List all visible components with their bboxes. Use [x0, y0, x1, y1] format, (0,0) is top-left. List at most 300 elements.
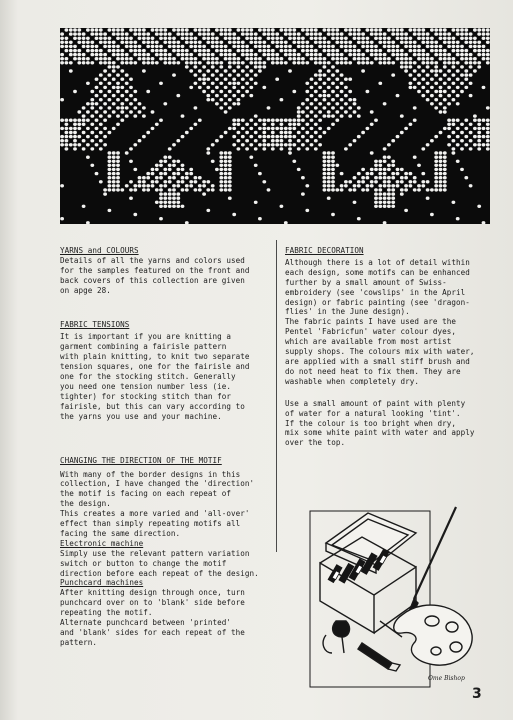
knit-stitch	[297, 41, 301, 44]
knit-stitch	[271, 147, 275, 150]
knit-stitch	[310, 127, 314, 130]
knit-stitch	[206, 53, 210, 56]
knit-stitch	[262, 119, 266, 122]
knit-stitch	[65, 61, 69, 64]
knit-stitch	[108, 156, 112, 159]
knit-stitch	[426, 90, 430, 93]
knit-stitch	[280, 123, 284, 126]
knit-stitch	[400, 53, 404, 56]
knit-stitch	[108, 180, 112, 183]
knit-stitch	[129, 197, 133, 200]
knit-stitch	[486, 106, 490, 109]
text-line: pattern.	[60, 637, 97, 647]
knit-stitch	[391, 205, 395, 208]
knit-stitch	[73, 123, 77, 126]
knit-stitch	[82, 57, 86, 60]
knit-stitch	[404, 188, 408, 191]
knit-stitch	[215, 49, 219, 52]
knit-stitch	[456, 69, 460, 72]
knit-stitch	[383, 197, 387, 200]
knit-stitch	[224, 94, 228, 97]
knit-stitch	[202, 65, 206, 68]
knit-stitch	[331, 172, 335, 175]
knit-stitch	[344, 41, 348, 44]
knit-stitch	[391, 184, 395, 187]
knit-stitch	[353, 28, 357, 31]
knit-stitch	[366, 49, 370, 52]
knit-stitch	[456, 49, 460, 52]
knit-stitch	[344, 45, 348, 48]
knit-stitch	[249, 86, 253, 89]
knit-stitch	[443, 160, 447, 163]
knit-stitch	[228, 197, 232, 200]
knit-stitch	[249, 127, 253, 130]
knit-stitch	[108, 164, 112, 167]
knit-stitch	[245, 147, 249, 150]
knit-stitch	[103, 61, 107, 64]
knit-stitch	[254, 164, 258, 167]
knit-stitch	[189, 37, 193, 40]
knit-stitch	[310, 94, 314, 97]
knit-stitch	[258, 65, 262, 68]
knit-stitch	[340, 106, 344, 109]
knit-stitch	[151, 180, 155, 183]
knit-stitch	[116, 151, 120, 154]
knit-stitch	[323, 160, 327, 163]
knit-stitch	[95, 102, 99, 105]
knit-stitch	[323, 176, 327, 179]
knit-stitch	[228, 98, 232, 101]
knit-stitch	[103, 45, 107, 48]
knit-stitch	[353, 201, 357, 204]
knit-stitch	[112, 78, 116, 81]
knit-stitch	[112, 49, 116, 52]
knit-stitch	[82, 119, 86, 122]
knit-stitch	[176, 32, 180, 35]
knit-stitch	[370, 53, 374, 56]
knit-stitch	[249, 28, 253, 31]
knit-stitch	[86, 49, 90, 52]
knit-stitch	[194, 49, 198, 52]
knit-stitch	[245, 53, 249, 56]
knit-stitch	[232, 94, 236, 97]
knit-stitch	[271, 61, 275, 64]
knit-stitch	[335, 57, 339, 60]
right-column	[285, 246, 500, 448]
knit-stitch	[409, 73, 413, 76]
knit-stitch	[366, 41, 370, 44]
knit-stitch	[374, 205, 378, 208]
knit-stitch	[176, 184, 180, 187]
knit-stitch	[305, 49, 309, 52]
knit-stitch	[228, 106, 232, 109]
knit-stitch	[168, 57, 172, 60]
knit-stitch	[211, 160, 215, 163]
knit-stitch	[198, 176, 202, 179]
knit-stitch	[387, 188, 391, 191]
knit-stitch	[108, 37, 112, 40]
knit-stitch	[469, 65, 473, 68]
knit-stitch	[473, 114, 477, 117]
knit-stitch	[417, 65, 421, 68]
knit-stitch	[305, 53, 309, 56]
knit-stitch	[262, 61, 266, 64]
knit-stitch	[413, 106, 417, 109]
text-line: After knitting design through once, turn	[60, 588, 245, 598]
knit-stitch	[198, 86, 202, 89]
knit-stitch	[370, 172, 374, 175]
knit-stitch	[361, 57, 365, 60]
knit-stitch	[464, 143, 468, 146]
knit-stitch	[185, 176, 189, 179]
knit-stitch	[129, 180, 133, 183]
knit-stitch	[434, 135, 438, 138]
knit-stitch	[86, 57, 90, 60]
knit-stitch	[267, 28, 271, 31]
knit-stitch	[348, 90, 352, 93]
knit-stitch	[374, 45, 378, 48]
knit-stitch	[473, 41, 477, 44]
knit-stitch	[486, 123, 490, 126]
knit-stitch	[206, 32, 210, 35]
knit-stitch	[159, 49, 163, 52]
knit-stitch	[396, 45, 400, 48]
knit-stitch	[439, 151, 443, 154]
knit-stitch	[181, 168, 185, 171]
knit-stitch	[331, 57, 335, 60]
knit-stitch	[439, 57, 443, 60]
knit-stitch	[404, 69, 408, 72]
knit-stitch	[477, 32, 481, 35]
knit-stitch	[327, 102, 331, 105]
knit-stitch	[245, 123, 249, 126]
knit-stitch	[421, 57, 425, 60]
knit-stitch	[189, 127, 193, 130]
knit-stitch	[396, 135, 400, 138]
knit-stitch	[323, 168, 327, 171]
knit-stitch	[185, 57, 189, 60]
knit-stitch	[172, 73, 176, 76]
knit-stitch	[108, 41, 112, 44]
knit-stitch	[73, 28, 77, 31]
knit-stitch	[318, 69, 322, 72]
knit-stitch	[387, 61, 391, 64]
knit-stitch	[219, 135, 223, 138]
knit-stitch	[99, 131, 103, 134]
knit-stitch	[464, 53, 468, 56]
knit-stitch	[477, 41, 481, 44]
knit-stitch	[228, 188, 232, 191]
knit-stitch	[69, 135, 73, 138]
knit-stitch	[473, 61, 477, 64]
knit-stitch	[258, 45, 262, 48]
knit-stitch	[103, 86, 107, 89]
knit-stitch	[323, 61, 327, 64]
knit-stitch	[228, 160, 232, 163]
knit-stitch	[305, 82, 309, 85]
knit-stitch	[366, 61, 370, 64]
knit-stitch	[443, 110, 447, 113]
knit-stitch	[426, 197, 430, 200]
knit-stitch	[280, 143, 284, 146]
knit-stitch	[400, 61, 404, 64]
knit-stitch	[443, 61, 447, 64]
knit-stitch	[434, 188, 438, 191]
knit-stitch	[301, 41, 305, 44]
knit-stitch	[383, 32, 387, 35]
knit-stitch	[318, 37, 322, 40]
knit-stitch	[232, 53, 236, 56]
knit-stitch	[99, 114, 103, 117]
knit-stitch	[391, 188, 395, 191]
knit-stitch	[383, 180, 387, 183]
knit-stitch	[267, 143, 271, 146]
knit-stitch	[391, 73, 395, 76]
knit-stitch	[366, 28, 370, 31]
knit-stitch	[206, 209, 210, 212]
knit-stitch	[133, 98, 137, 101]
knit-stitch	[125, 114, 129, 117]
knit-stitch	[391, 53, 395, 56]
knit-stitch	[206, 69, 210, 72]
knit-stitch	[383, 57, 387, 60]
knitted-fabric-photo	[60, 28, 490, 224]
knit-stitch	[65, 49, 69, 52]
knit-stitch	[335, 119, 339, 122]
knit-stitch	[340, 32, 344, 35]
knit-stitch	[228, 90, 232, 93]
knit-stitch	[181, 45, 185, 48]
knit-stitch	[434, 90, 438, 93]
knit-stitch	[469, 147, 473, 150]
knit-stitch	[237, 61, 241, 64]
knit-stitch	[344, 147, 348, 150]
knit-stitch	[116, 37, 120, 40]
knit-stitch	[103, 78, 107, 81]
knit-stitch	[378, 201, 382, 204]
knit-stitch	[245, 28, 249, 31]
knit-stitch	[378, 57, 382, 60]
knit-stitch	[353, 139, 357, 142]
knit-stitch	[108, 209, 112, 212]
knit-stitch	[340, 57, 344, 60]
knit-stitch	[142, 41, 146, 44]
knit-stitch	[396, 28, 400, 31]
knit-stitch	[421, 94, 425, 97]
knit-stitch	[391, 192, 395, 195]
knit-stitch	[297, 53, 301, 56]
knit-stitch	[202, 45, 206, 48]
knit-stitch	[430, 49, 434, 52]
knit-stitch	[314, 32, 318, 35]
knit-stitch	[77, 37, 81, 40]
knit-stitch	[305, 32, 309, 35]
knit-stitch	[335, 41, 339, 44]
knit-stitch	[297, 45, 301, 48]
knit-stitch	[456, 28, 460, 31]
knit-stitch	[237, 57, 241, 60]
knit-stitch	[314, 139, 318, 142]
knit-stitch	[108, 172, 112, 175]
knit-stitch	[434, 98, 438, 101]
knit-stitch	[340, 172, 344, 175]
knit-stitch	[400, 65, 404, 68]
knit-stitch	[486, 41, 490, 44]
knit-stitch	[323, 45, 327, 48]
knit-stitch	[77, 119, 81, 122]
knit-stitch	[69, 127, 73, 130]
knit-stitch	[284, 53, 288, 56]
knit-stitch	[417, 37, 421, 40]
knit-stitch	[335, 28, 339, 31]
knit-stitch	[357, 37, 361, 40]
knit-stitch	[439, 78, 443, 81]
knit-stitch	[95, 28, 99, 31]
knit-stitch	[90, 45, 94, 48]
knit-stitch	[434, 61, 438, 64]
knit-stitch	[378, 28, 382, 31]
knit-stitch	[275, 57, 279, 60]
knit-stitch	[421, 180, 425, 183]
knit-stitch	[323, 151, 327, 154]
knit-stitch	[267, 188, 271, 191]
knit-stitch	[108, 45, 112, 48]
knit-stitch	[262, 139, 266, 142]
knit-stitch	[181, 49, 185, 52]
knit-stitch	[133, 106, 137, 109]
knit-stitch	[417, 188, 421, 191]
knit-stitch	[163, 156, 167, 159]
knit-stitch	[378, 41, 382, 44]
knit-stitch	[258, 143, 262, 146]
knit-stitch	[305, 131, 309, 134]
knit-stitch	[95, 37, 99, 40]
knit-stitch	[90, 139, 94, 142]
knit-stitch	[297, 119, 301, 122]
knit-stitch	[284, 119, 288, 122]
knit-stitch	[387, 41, 391, 44]
knit-stitch	[456, 45, 460, 48]
knit-stitch	[95, 172, 99, 175]
knit-stitch	[108, 82, 112, 85]
knit-stitch	[237, 73, 241, 76]
knit-stitch	[267, 37, 271, 40]
knit-stitch	[357, 184, 361, 187]
knit-stitch	[103, 69, 107, 72]
knit-stitch	[95, 94, 99, 97]
knit-stitch	[335, 78, 339, 81]
knit-stitch	[353, 45, 357, 48]
knit-stitch	[318, 61, 322, 64]
text-line: This creates a more varied and 'all-over'	[60, 509, 250, 519]
text-line: fairisle, but this can vary according to	[60, 401, 245, 411]
knit-stitch	[138, 53, 142, 56]
knit-stitch	[305, 123, 309, 126]
punchcard-paragraph	[60, 588, 272, 647]
knit-stitch	[103, 94, 107, 97]
knit-stitch	[310, 78, 314, 81]
knit-stitch	[258, 49, 262, 52]
knit-stitch	[249, 135, 253, 138]
knit-stitch	[374, 192, 378, 195]
knit-stitch	[99, 49, 103, 52]
knit-stitch	[103, 37, 107, 40]
knit-stitch	[387, 176, 391, 179]
knit-stitch	[370, 168, 374, 171]
knit-stitch	[344, 86, 348, 89]
knit-stitch	[159, 119, 163, 122]
knit-stitch	[357, 172, 361, 175]
knit-stitch	[447, 127, 451, 130]
knit-stitch	[275, 139, 279, 142]
knit-stitch	[456, 32, 460, 35]
knit-stitch	[73, 53, 77, 56]
knit-stitch	[323, 37, 327, 40]
knit-stitch	[271, 28, 275, 31]
knit-stitch	[305, 98, 309, 101]
knit-stitch	[288, 139, 292, 142]
knit-stitch	[374, 176, 378, 179]
knit-stitch	[202, 184, 206, 187]
knit-stitch	[176, 49, 180, 52]
knit-stitch	[314, 106, 318, 109]
knit-stitch	[133, 41, 137, 44]
knit-stitch	[228, 49, 232, 52]
knit-stitch	[211, 41, 215, 44]
knit-stitch	[404, 176, 408, 179]
knit-stitch	[413, 119, 417, 122]
knit-stitch	[469, 53, 473, 56]
knit-stitch	[224, 32, 228, 35]
knit-stitch	[378, 197, 382, 200]
knit-stitch	[417, 73, 421, 76]
knit-stitch	[159, 172, 163, 175]
knit-stitch	[73, 127, 77, 130]
knit-stitch	[421, 53, 425, 56]
knit-stitch	[254, 61, 258, 64]
text-line: facing the same direction.	[60, 528, 181, 538]
knit-stitch	[391, 172, 395, 175]
knit-stitch	[348, 61, 352, 64]
knit-stitch	[219, 168, 223, 171]
knit-stitch	[271, 135, 275, 138]
knit-stitch	[267, 45, 271, 48]
knit-stitch	[254, 37, 258, 40]
knit-stitch	[439, 49, 443, 52]
knit-stitch	[155, 176, 159, 179]
knit-stitch	[99, 90, 103, 93]
knit-stitch	[120, 78, 124, 81]
knit-stitch	[318, 94, 322, 97]
knit-stitch	[344, 49, 348, 52]
knit-stitch	[116, 86, 120, 89]
knit-stitch	[327, 188, 331, 191]
knit-stitch	[120, 53, 124, 56]
knit-stitch	[314, 131, 318, 134]
knit-stitch	[482, 32, 486, 35]
knit-stitch	[400, 57, 404, 60]
knit-stitch	[314, 123, 318, 126]
knit-stitch	[90, 147, 94, 150]
knit-stitch	[237, 147, 241, 150]
knit-stitch	[168, 205, 172, 208]
knit-stitch	[206, 151, 210, 154]
knit-stitch	[241, 69, 245, 72]
knit-stitch	[288, 127, 292, 130]
knit-stitch	[383, 201, 387, 204]
knit-stitch	[434, 45, 438, 48]
knit-stitch	[232, 123, 236, 126]
